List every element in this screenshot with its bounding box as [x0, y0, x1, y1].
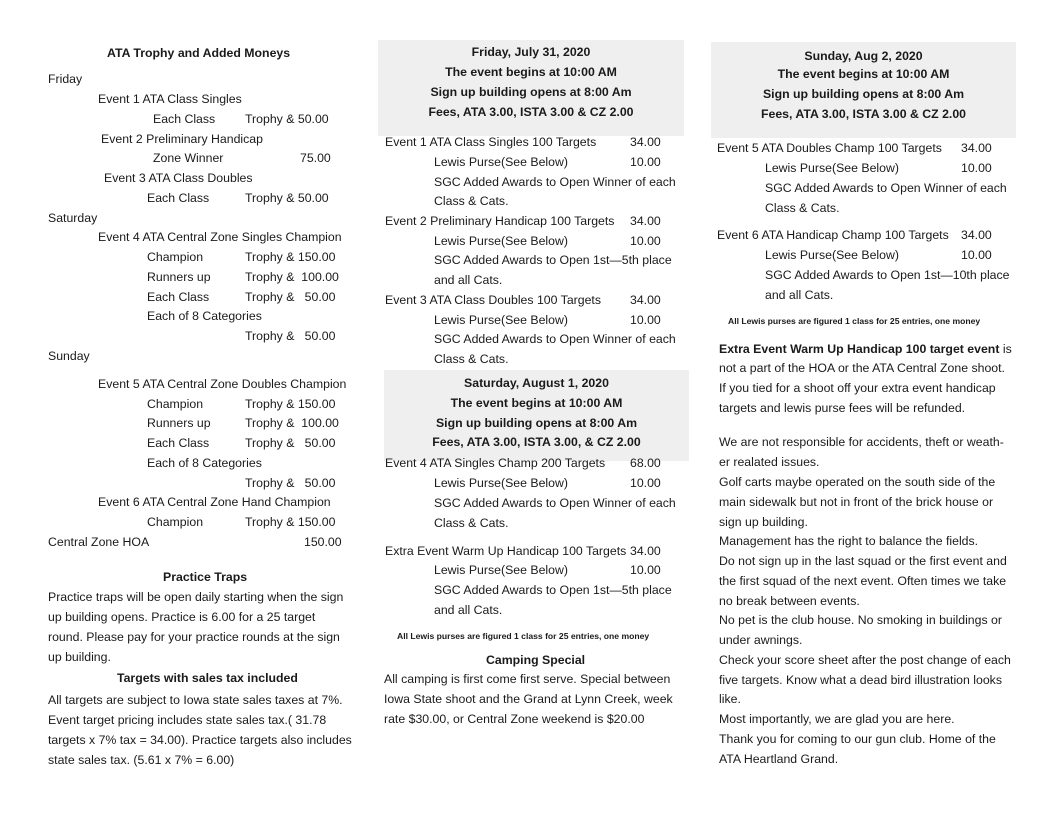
event-name: Extra Event Warm Up Handicap 100 Targets [385, 544, 627, 558]
note-line: Thank you for coming to our gun club. Home of the [719, 732, 996, 746]
note-line: the first squad of the next event. Often times we take [719, 574, 1007, 588]
event-price: 34.00 [630, 214, 661, 228]
sunday-header-box [711, 42, 1016, 138]
note-line: Check your score sheet after the post change of each [719, 653, 1011, 667]
award-label: Each Class [147, 191, 210, 205]
event-label: Event 6 ATA Central Zone Hand Champion [98, 495, 331, 509]
sgc-line: SGC Added Awards to Open 1st—10th place [765, 268, 1010, 282]
event-label: Event 5 ATA Central Zone Doubles Champion [98, 377, 347, 391]
award-label: Champion [147, 515, 204, 529]
friday-header-box [378, 40, 684, 136]
award-label: Each of 8 Categories [147, 456, 262, 470]
header-line: The event begins at 10:00 AM [450, 396, 623, 410]
award-value: Trophy & 100.00 [245, 416, 339, 430]
lewis-label: Lewis Purse(See Below) [765, 161, 899, 175]
award-label: Each Class [153, 112, 216, 126]
award-value: Trophy & 50.00 [245, 290, 336, 304]
camping-line: Iowa State shoot and the Grand at Lynn Creek, week [384, 692, 673, 706]
award-label: Champion [147, 250, 204, 264]
lewis-price: 10.00 [961, 248, 992, 262]
lewis-price: 10.00 [630, 234, 661, 248]
header-line: Sign up building opens at 8:00 Am [762, 87, 965, 101]
note-line: No pet is the club house. No smoking in buildings or [719, 613, 1002, 627]
day-label: Saturday [48, 211, 98, 225]
sgc-line: Class & Cats. [434, 516, 509, 530]
sgc-line: SGC Added Awards to Open Winner of each [434, 332, 676, 346]
sgc-line: SGC Added Awards to Open Winner of each [434, 496, 676, 510]
tax-line: targets x 7% tax = 34.00). Practice targets also includes [48, 733, 352, 747]
extra-event-bold: Extra Event Warm Up Handicap 100 target event [719, 342, 1000, 356]
award-label: Runners up [147, 416, 211, 430]
sgc-line: SGC Added Awards to Open 1st—5th place [434, 583, 672, 597]
event-price: 68.00 [630, 456, 661, 470]
header-line: Sign up building opens at 8:00 Am [430, 85, 632, 99]
award-value: Trophy & 50.00 [245, 436, 336, 450]
award-value: Trophy & 50.00 [245, 476, 336, 490]
award-label: Champion [147, 397, 204, 411]
sgc-line: SGC Added Awards to Open 1st—5th place [434, 253, 672, 267]
award-value: Trophy & 150.00 [245, 515, 336, 529]
header-line: Friday, July 31, 2020 [471, 45, 591, 59]
header-line: Sunday, Aug 2, 2020 [804, 49, 923, 63]
saturday-header-box [384, 370, 689, 461]
award-value: Trophy & 150.00 [245, 250, 336, 264]
event-label: Event 1 ATA Class Singles [98, 92, 242, 106]
tax-line: state sales tax. (5.61 x 7% = 6.00) [48, 753, 235, 767]
note-line: Management has the right to balance the fields. [719, 534, 979, 548]
award-label: Runners up [147, 270, 211, 284]
header-line: Sign up building opens at 8:00 Am [435, 416, 638, 430]
event-name: Event 6 ATA Handicap Champ 100 Targets [717, 228, 949, 242]
award-label: Each of 8 Categories [147, 309, 262, 323]
tax-line: All targets are subject to Iowa state sales taxes at 7%. [48, 693, 343, 707]
header-line: The event begins at 10:00 AM [445, 65, 617, 79]
hoa-value: 150.00 [304, 535, 342, 549]
award-value: Trophy & 100.00 [245, 270, 339, 284]
hoa-label: Central Zone HOA [48, 535, 150, 549]
tax-title: Targets with sales tax included [117, 671, 298, 685]
award-label: Each Class [147, 290, 210, 304]
extra-event-line [719, 339, 1012, 359]
camping-title: Camping Special [486, 653, 586, 667]
practice-line: up building. [48, 650, 111, 664]
note-line: ATA Heartland Grand. [719, 752, 839, 766]
sgc-line: Class & Cats. [434, 352, 509, 366]
lewis-label: Lewis Purse(See Below) [434, 476, 568, 490]
event-name: Event 5 ATA Doubles Champ 100 Targets [717, 141, 942, 155]
note-line: Most importantly, we are glad you are here. [719, 712, 955, 726]
lewis-note: All Lewis purses are figured 1 class for 25 entries, one money [728, 316, 981, 326]
practice-line: up building opens. Practice is 6.00 for a 25 target [48, 610, 316, 624]
camping-line: rate $30.00, or Central Zone weekend is $20.00 [384, 712, 645, 726]
event-price: 34.00 [630, 135, 661, 149]
lewis-price: 10.00 [630, 476, 661, 490]
award-value: Trophy & 50.00 [245, 329, 336, 343]
lewis-label: Lewis Purse(See Below) [434, 155, 568, 169]
award-label: Each Class [147, 436, 210, 450]
sgc-line: and all Cats. [434, 273, 503, 287]
note-line: sign up building. [719, 515, 808, 529]
sgc-line: Class & Cats. [434, 194, 509, 208]
sgc-line: SGC Added Awards to Open Winner of each [765, 181, 1007, 195]
extra-event-rest: is [999, 342, 1012, 356]
header-line: Fees, ATA 3.00, ISTA 3.00, & CZ 2.00 [432, 435, 641, 449]
event-label: Event 4 ATA Central Zone Singles Champion [98, 230, 342, 244]
event-price: 34.00 [630, 544, 661, 558]
note-line: Golf carts maybe operated on the south side of the [719, 475, 996, 489]
event-name: Event 1 ATA Class Singles 100 Targets [385, 135, 597, 149]
extra-event-line: targets and lewis purse fees will be refunded. [719, 401, 966, 415]
lewis-price: 10.00 [630, 313, 661, 327]
sgc-line: and all Cats. [765, 288, 834, 302]
practice-line: round. Please pay for your practice rounds at the sign [48, 630, 340, 644]
event-name: Event 4 ATA Singles Champ 200 Targets [385, 456, 606, 470]
tax-line: Event target pricing includes state sales tax.( 31.78 [48, 713, 327, 727]
note-line: under awnings. [719, 633, 803, 647]
event-name: Event 3 ATA Class Doubles 100 Targets [385, 293, 601, 307]
award-label: Zone Winner [153, 151, 224, 165]
event-label: Event 3 ATA Class Doubles [104, 171, 253, 185]
camping-line: All camping is first come first serve. Special between [384, 672, 671, 686]
sgc-line: and all Cats. [434, 603, 503, 617]
lewis-label: Lewis Purse(See Below) [434, 234, 568, 248]
event-name: Event 2 Preliminary Handicap 100 Targets [385, 214, 615, 228]
award-value: Trophy & 150.00 [245, 397, 336, 411]
lewis-label: Lewis Purse(See Below) [434, 563, 568, 577]
extra-event-line: not a part of the HOA or the ATA Central Zone shoot. [719, 361, 1005, 375]
lewis-label: Lewis Purse(See Below) [765, 248, 899, 262]
event-price: 34.00 [961, 228, 992, 242]
note-line: five targets. Know what a dead bird illustration looks [719, 673, 1002, 687]
sgc-line: SGC Added Awards to Open Winner of each [434, 175, 676, 189]
lewis-price: 10.00 [961, 161, 992, 175]
note-line: main sidewalk but not in front of the brick house or [719, 495, 994, 509]
lewis-price: 10.00 [630, 155, 661, 169]
practice-title: Practice Traps [163, 570, 248, 584]
header-line: Fees, ATA 3.00, ISTA 3.00 & CZ 2.00 [760, 107, 967, 121]
event-price: 34.00 [630, 293, 661, 307]
sgc-line: Class & Cats. [765, 201, 840, 215]
day-label: Sunday [48, 349, 90, 363]
event-label: Event 2 Preliminary Handicap [101, 132, 263, 146]
note-line: no break between events. [719, 594, 860, 608]
award-value: Trophy & 50.00 [245, 191, 329, 205]
note-line: Do not sign up in the last squad or the first event and [719, 554, 1007, 568]
practice-line: Practice traps will be open daily starting when the sign [48, 590, 344, 604]
lewis-label: Lewis Purse(See Below) [434, 313, 568, 327]
note-line: er realated issues. [719, 455, 820, 469]
lewis-note: All Lewis purses are figured 1 class for 25 entries, one money [397, 631, 650, 641]
extra-event-line: If you tied for a shoot off your extra event handicap [719, 381, 996, 395]
header-line: The event begins at 10:00 AM [777, 67, 950, 81]
lewis-price: 10.00 [630, 563, 661, 577]
trophy-title: ATA Trophy and Added Moneys [107, 46, 291, 60]
award-value: Trophy & 50.00 [245, 112, 329, 126]
header-line: Fees, ATA 3.00, ISTA 3.00 & CZ 2.00 [428, 105, 634, 119]
award-value: 75.00 [300, 151, 331, 165]
day-label: Friday [48, 72, 83, 86]
header-line: Saturday, August 1, 2020 [464, 376, 609, 390]
note-line: We are not responsible for accidents, theft or weath- [719, 435, 1004, 449]
note-line: like. [719, 692, 741, 706]
event-price: 34.00 [961, 141, 992, 155]
